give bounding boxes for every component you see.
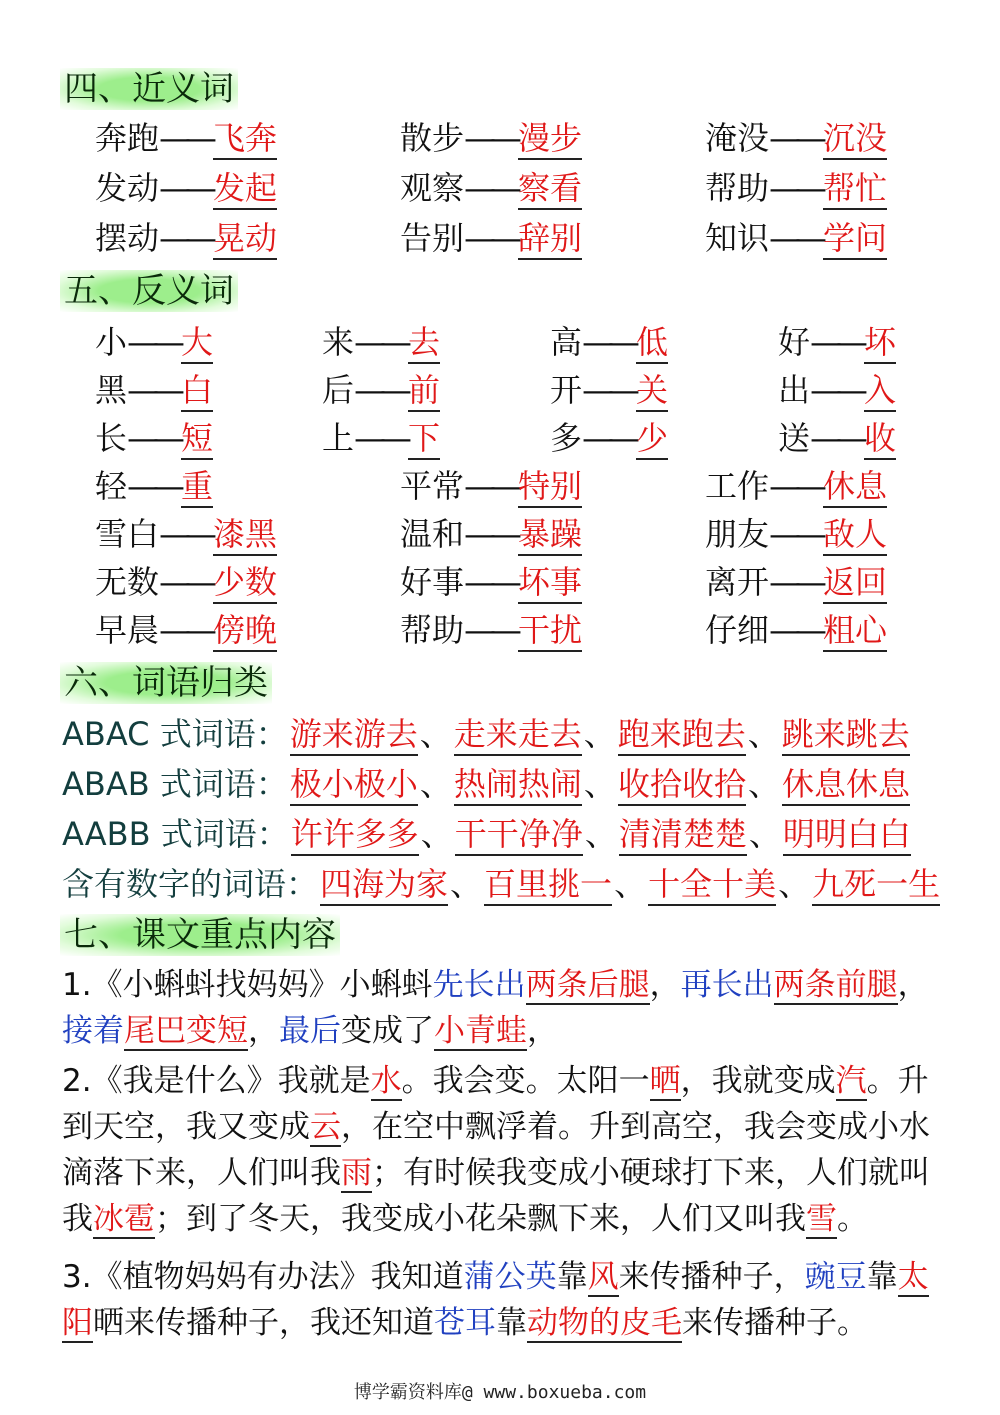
antonym-pair: 来——去 xyxy=(322,322,440,362)
antonym-pair: 小——大 xyxy=(95,322,213,362)
antonym-pair: 送——收 xyxy=(778,418,896,458)
category-row-aabb: AABB 式词语：许许多多、干干净净、清清楚楚、明明白白 xyxy=(62,814,913,854)
paragraph-tadpole: 1.《小蝌蚪找妈妈》小蝌蚪先长出两条后腿，再长出两条前腿，接着尾巴变短，最后变成了小青蛙， xyxy=(62,967,929,1049)
antonym-pair: 黑——白 xyxy=(95,370,213,410)
antonym-pair: 仔细——粗心 xyxy=(705,610,887,650)
antonym-pair: 好——坏 xyxy=(778,322,896,362)
antonym-pair: 温和——暴躁 xyxy=(400,514,582,554)
antonym-pair: 出——入 xyxy=(778,370,896,410)
section-title-key-content: 七、课文重点内容 xyxy=(60,914,340,956)
synonym-pair: 知识——学问 xyxy=(705,218,887,258)
antonym-pair: 开——关 xyxy=(550,370,668,410)
antonym-pair: 朋友——敌人 xyxy=(705,514,887,554)
synonym-pair: 观察——察看 xyxy=(400,168,582,208)
antonym-pair: 后——前 xyxy=(322,370,440,410)
antonym-pair: 好事——坏事 xyxy=(400,562,582,602)
antonym-pair: 无数——少数 xyxy=(95,562,277,602)
antonym-pair: 工作——休息 xyxy=(705,466,887,506)
section-title-categories: 六、词语归类 xyxy=(60,662,272,704)
antonym-pair: 帮助——干扰 xyxy=(400,610,582,650)
antonym-pair: 雪白——漆黑 xyxy=(95,514,277,554)
synonym-pair: 淹没——沉没 xyxy=(705,118,887,158)
antonym-pair: 长——短 xyxy=(95,418,213,458)
synonym-pair: 帮助——帮忙 xyxy=(705,168,887,208)
synonym-pair: 奔跑——飞奔 xyxy=(95,118,277,158)
category-row-abab: ABAB 式词语：极小极小、热闹热闹、收拾收拾、休息休息 xyxy=(62,764,912,804)
synonym-pair: 摆动——晃动 xyxy=(95,218,277,258)
antonym-pair: 早晨——傍晚 xyxy=(95,610,277,650)
category-row-numbers: 含有数字的词语：四海为家、百里挑一、十全十美、九死一生 xyxy=(62,864,942,904)
antonym-pair: 轻——重 xyxy=(95,466,213,506)
antonym-pair: 离开——返回 xyxy=(705,562,887,602)
synonym-pair: 告别——辞别 xyxy=(400,218,582,258)
paragraph-plant-mothers: 3.《植物妈妈有办法》我知道蒲公英靠风来传播种子，豌豆靠太阳晒来传播种子，我还知道苍耳靠动物的皮毛来传播种子。 xyxy=(62,1259,929,1341)
antonym-pair: 平常——特别 xyxy=(400,466,582,506)
section-title-antonyms: 五、反义词 xyxy=(60,270,238,312)
antonym-pair: 多——少 xyxy=(550,418,668,458)
footer-watermark: 博学霸资料库@ www.boxueba.com xyxy=(353,1382,647,1403)
antonym-pair: 上——下 xyxy=(322,418,440,458)
category-row-abac: ABAC 式词语：游来游去、走来走去、跑来跑去、跳来跳去 xyxy=(62,714,912,754)
paragraph-what-am-i: 2.《我是什么》我就是水。我会变。太阳一晒，我就变成汽。升到天空，我又变成云，在空中飘浮着。升到高空，我会变成小水滴落下来，人们叫我雨；有时候我变成小硬球打下来，人们就叫我冰雹；到了冬天，我变成小花朵飘下来，人们又叫我雪。 xyxy=(62,1063,930,1237)
synonym-pair: 发动——发起 xyxy=(95,168,277,208)
synonym-pair: 散步——漫步 xyxy=(400,118,582,158)
section-title-synonyms: 四、近义词 xyxy=(60,68,238,110)
antonym-pair: 高——低 xyxy=(550,322,668,362)
